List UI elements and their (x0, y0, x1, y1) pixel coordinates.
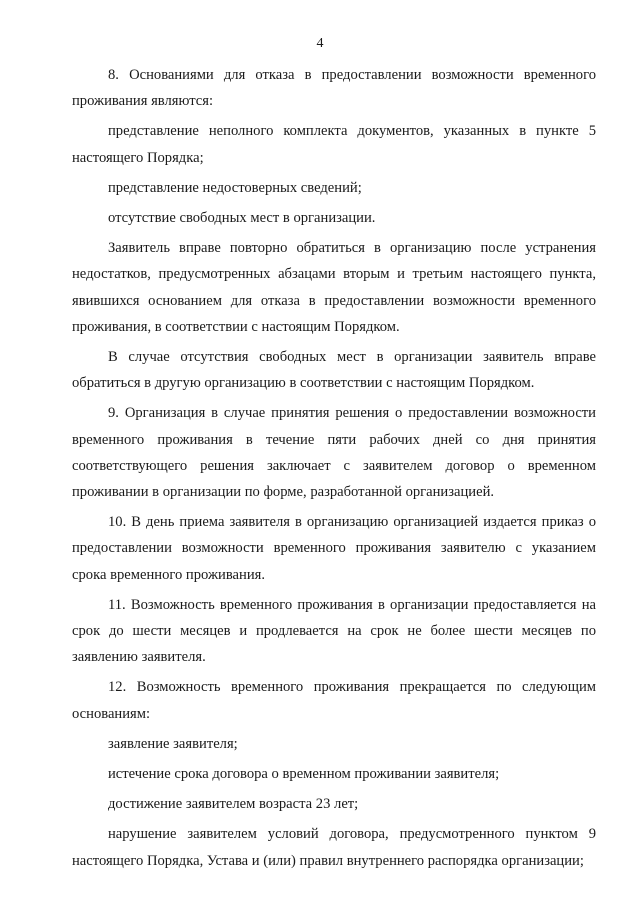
paragraph-incomplete-documents: представление неполного комплекта документов, указанных в пункте 5 настоящего Порядка; (72, 123, 596, 166)
paragraph-8-refusal-grounds: 8. Основаниями для отказа в предоставлении возможности временного проживания являются: (72, 67, 596, 110)
paragraph-no-free-places: отсутствие свободных мест в организации. (108, 210, 376, 227)
paragraph-10-order: 10. В день приема заявителя в организацию организацией издается приказ о предоставлении возможности временного проживания заявителю с указанием срока временного проживания. (72, 514, 596, 583)
paragraph-violation: нарушение заявителем условий договора, предусмотренного пунктом 9 настоящего Порядка, Устава и (или) правил внутреннего распорядка организации; (72, 826, 596, 869)
paragraph-false-information: представление недостоверных сведений; (108, 179, 362, 196)
paragraph-reapply: Заявитель вправе повторно обратиться в организацию после устранения недостатков, предусмотренных абзацами вторым и третьим настоящего пункта, явившихся основанием для отказа в предоставлении возможности временного проживания, в соответствии с настоящим Порядком. (72, 240, 596, 335)
paragraph-9-contract: 9. Организация в случае принятия решения о предоставлении возможности временного проживания в течение пяти рабочих дней со дня принятия соответствующего решения заключает с заявителем договор о временном проживании в организации по форме, разработанной организацией. (72, 405, 596, 501)
document-body (72, 62, 596, 874)
paragraph-11-term: 11. Возможность временного проживания в организации предоставляется на срок до шести месяцев и продлевается на срок не более шести месяцев по заявлению заявителя. (72, 596, 596, 666)
paragraph-other-organization: В случае отсутствия свободных мест в организации заявитель вправе обратиться в другую организацию в соответствии с настоящим Порядком. (72, 349, 596, 392)
paragraph-applicant-statement: заявление заявителя; (108, 735, 238, 752)
paragraph-age-limit: достижение заявителем возраста 23 лет; (108, 796, 359, 813)
page-number: 4 (316, 36, 324, 51)
paragraph-12-termination: 12. Возможность временного проживания прекращается по следующим основаниям: (72, 679, 596, 722)
paragraph-contract-expiry: истечение срока договора о временном проживании заявителя; (108, 766, 500, 783)
